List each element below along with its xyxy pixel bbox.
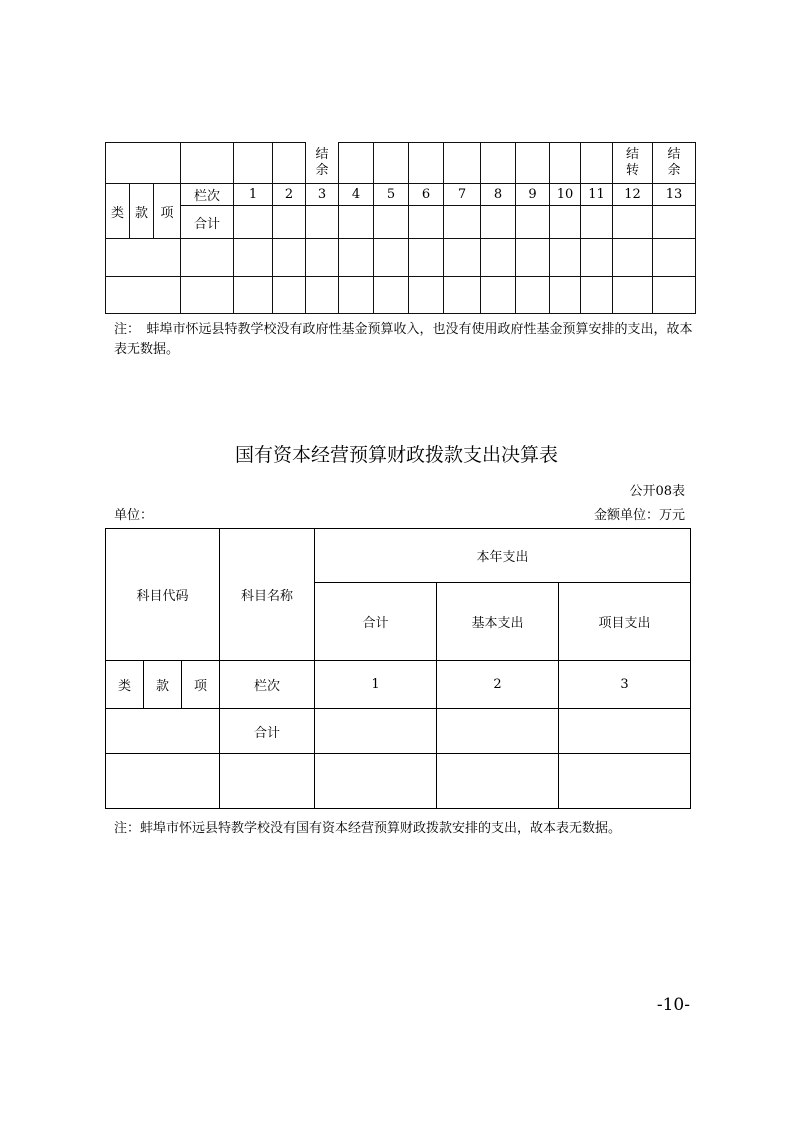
- header-text-surplus-2: 结余: [667, 147, 681, 178]
- data-cell: [409, 277, 444, 314]
- total-label: 合计: [181, 206, 234, 239]
- amount-unit: 金额单位：万元: [593, 508, 685, 523]
- data-cell: [220, 754, 315, 809]
- data-cell: [444, 239, 481, 277]
- data-cell: [516, 206, 550, 239]
- header-cell-surplus: [306, 143, 339, 184]
- data-cell: [339, 206, 374, 239]
- code-item-label: 项: [182, 661, 220, 709]
- total-label: 合计: [220, 709, 315, 754]
- data-cell: [550, 239, 581, 277]
- form-number: 公开08表: [629, 484, 685, 499]
- data-cell: [613, 239, 653, 277]
- data-cell: [437, 709, 559, 754]
- data-cell: [559, 709, 691, 754]
- data-cell: [306, 239, 339, 277]
- col-number: 9: [516, 184, 550, 206]
- data-cell: [550, 206, 581, 239]
- page-title: 国有资本经营预算财政拨款支出决算表: [234, 444, 558, 466]
- data-cell: [409, 206, 444, 239]
- data-cell: [481, 277, 516, 314]
- data-cell: [481, 239, 516, 277]
- subject-name-header: 科目名称: [220, 529, 315, 661]
- data-cell: [339, 277, 374, 314]
- header-text-carryover: 结转: [626, 147, 640, 178]
- col-number: 2: [437, 661, 559, 709]
- data-cell: [653, 206, 696, 239]
- header-text-surplus: 结余: [315, 146, 329, 178]
- data-cell: [374, 277, 409, 314]
- header-cell: [374, 143, 409, 184]
- header-cell: [273, 143, 306, 184]
- unit-label: 单位：: [114, 508, 154, 523]
- col-number: 12: [613, 184, 653, 206]
- note-government-fund: 注： 蚌埠市怀远县特教学校没有政府性基金预算收入，也没有使用政府性基金预算安排的支出，故本表无数据。: [114, 322, 693, 357]
- header-cell: [550, 143, 581, 184]
- data-cell: [315, 754, 437, 809]
- code-section-label: 款: [130, 184, 154, 239]
- data-cell: [613, 206, 653, 239]
- header-blank-cell: [106, 143, 181, 184]
- data-cell: [581, 239, 613, 277]
- basic-expense-header: 基本支出: [437, 583, 559, 661]
- col-number: 7: [444, 184, 481, 206]
- data-cell: [181, 277, 234, 314]
- data-cell: [550, 277, 581, 314]
- header-blank-cell: [181, 143, 234, 184]
- header-cell-carryover: [613, 143, 653, 184]
- subject-code-header: 科目代码: [106, 529, 220, 661]
- data-cell: [234, 206, 273, 239]
- note-state-capital: 注：蚌埠市怀远县特教学校没有国有资本经营预算财政拨款安排的支出，故本表无数据。: [114, 821, 622, 836]
- data-cell: [106, 239, 181, 277]
- col-number: 8: [481, 184, 516, 206]
- code-class-label: 类: [106, 184, 130, 239]
- col-number: 6: [409, 184, 444, 206]
- data-cell: [306, 206, 339, 239]
- data-cell: [273, 206, 306, 239]
- header-cell-surplus-2: [653, 143, 696, 184]
- data-cell: [106, 709, 220, 754]
- data-cell: [516, 277, 550, 314]
- data-cell: [339, 239, 374, 277]
- data-cell: [315, 709, 437, 754]
- data-cell: [181, 239, 234, 277]
- total-header: 合计: [315, 583, 437, 661]
- data-cell: [516, 239, 550, 277]
- data-cell: [273, 239, 306, 277]
- data-cell: [613, 277, 653, 314]
- data-cell: [106, 277, 181, 314]
- code-section-label: 款: [144, 661, 182, 709]
- data-cell: [374, 206, 409, 239]
- code-item-label: 项: [154, 184, 181, 239]
- header-cell: [234, 143, 273, 184]
- col-number: 2: [273, 184, 306, 206]
- data-cell: [437, 754, 559, 809]
- government-fund-table: [105, 142, 696, 314]
- col-number: 1: [315, 661, 437, 709]
- data-cell: [106, 754, 220, 809]
- data-cell: [481, 206, 516, 239]
- row-number-label: 栏次: [220, 661, 315, 709]
- year-expense-header: 本年支出: [315, 529, 691, 583]
- data-cell: [444, 206, 481, 239]
- col-number: 10: [550, 184, 581, 206]
- code-class-label: 类: [106, 661, 144, 709]
- header-cell: [481, 143, 516, 184]
- col-number: 5: [374, 184, 409, 206]
- header-cell: [444, 143, 481, 184]
- data-cell: [234, 239, 273, 277]
- data-cell: [374, 239, 409, 277]
- col-number: 4: [339, 184, 374, 206]
- header-cell: [339, 143, 374, 184]
- project-expense-header: 项目支出: [559, 583, 691, 661]
- data-cell: [653, 239, 696, 277]
- header-cell: [409, 143, 444, 184]
- data-cell: [234, 277, 273, 314]
- data-cell: [653, 277, 696, 314]
- data-cell: [559, 754, 691, 809]
- row-number-label: 栏次: [181, 184, 234, 206]
- data-cell: [581, 277, 613, 314]
- page-number: -10-: [656, 995, 690, 1015]
- col-number: 3: [306, 184, 339, 206]
- col-number: 13: [653, 184, 696, 206]
- data-cell: [409, 239, 444, 277]
- state-capital-expense-table: [105, 528, 691, 809]
- header-cell: [516, 143, 550, 184]
- data-cell: [273, 277, 306, 314]
- col-number: 3: [559, 661, 691, 709]
- col-number: 11: [581, 184, 613, 206]
- header-cell: [581, 143, 613, 184]
- data-cell: [581, 206, 613, 239]
- data-cell: [306, 277, 339, 314]
- data-cell: [444, 277, 481, 314]
- col-number: 1: [234, 184, 273, 206]
